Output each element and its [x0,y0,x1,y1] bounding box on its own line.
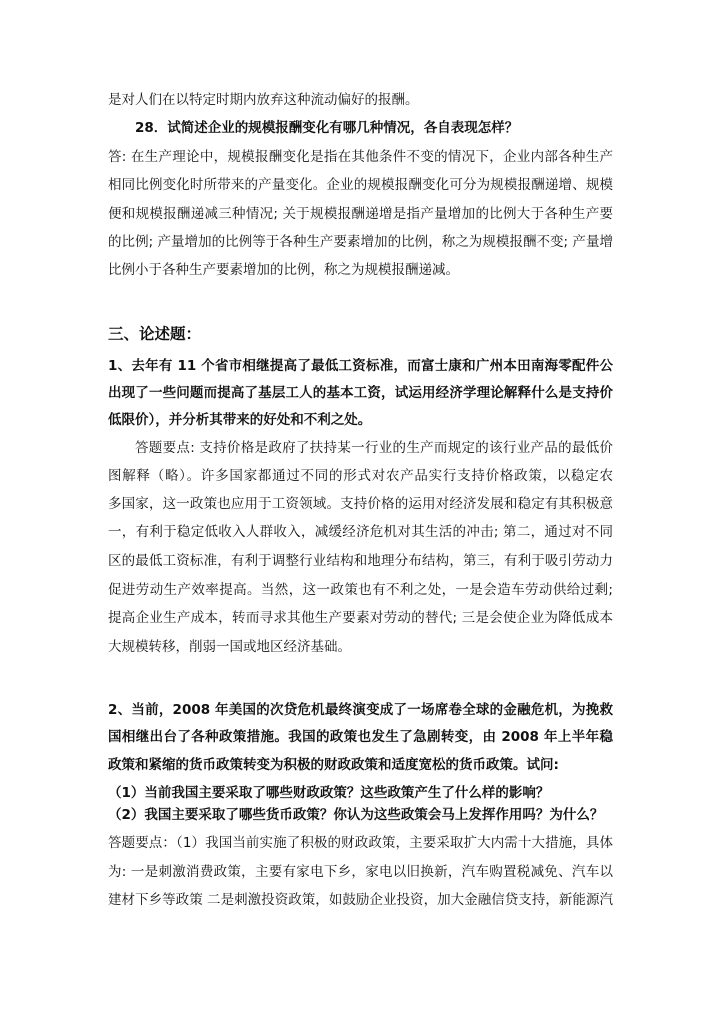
question-1-line: 1、去年有 11 个省市相继提高了最低工资标准，而富士康和广州本田南海零配件公 [108,358,613,374]
answer-2-line: 为: 一是刺激消费政策，主要有家电下乡，家电以旧换新，汽车购置税减免、汽车以 [108,864,613,880]
answer-1-line: 一，有利于稳定低收入人群收入，减缓经济危机对其生活的冲击; 第二，通过对不同 [108,524,613,540]
question-2-line: 2、当前，2008 年美国的次贷危机最终演变成了一场席卷全球的金融危机，为挽救 [108,702,613,718]
question-1-line: 低限价），并分析其带来的好处和不利之处。 [108,412,372,428]
answer-1-line: 图解释（略）。许多国家都通过不同的形式对农产品实行支持价格政策，以稳定农 [108,468,613,484]
answer-line: 的比例; 产量增加的比例等于各种生产要素增加的比例，称之为规模报酬不变; 产量增 [108,234,613,250]
question-1-line: 出现了一些问题而提高了基层工人的基本工资，试运用经济学理论解释什么是支持价 [108,385,613,401]
section-heading: 三、论述题： [108,325,202,343]
answer-line: 比例小于各种生产要素增加的比例，称之为规模报酬递减。 [108,262,459,278]
answer-2-line: 答题要点：（1）我国当前实施了积极的财政政策，主要采取扩大内需十大措施，具体 [108,835,613,851]
answer-line: 答: 在生产理论中，规模报酬变化是指在其他条件不变的情况下，企业内部各种生产 [108,149,613,165]
question-2-line: 国相继出台了各种政策措施。我国的政策也发生了急剧转变，由 2008 年上半年稳 [108,729,613,745]
answer-1-line: 提高企业生产成本，转而寻求其他生产要素对劳动的替代; 三是会使企业为降低成本 [108,610,613,626]
text-line: 是对人们在以特定时期内放弃这种流动偏好的报酬。 [108,92,419,108]
question-2-line: 政策和紧缩的货币政策转变为积极的财政政策和适度宽松的货币政策。试问: [108,757,559,773]
answer-1-line: 多国家，这一政策也应用于工资领域。支持价格的运用对经济发展和稳定有其积极意 [108,496,613,512]
question-28-title: 28．试简述企业的规模报酬变化有哪几种情况，各自表现怎样？ [135,120,519,136]
answer-1-line: 大规模转移，削弱一国或地区经济基础。 [108,639,351,655]
answer-1-line: 促进劳动生产效率提高。当然，这一政策也有不利之处，一是会造车劳动供给过剩; [108,582,613,598]
answer-line: 便和规模报酬递减三种情况; 关于规模报酬递增是指产量增加的比例大于各种生产要 [108,206,613,222]
answer-1-line: 答题要点: 支持价格是政府了扶持某一行业的生产而规定的该行业产品的最低价 [135,440,613,456]
answer-line: 相同比例变化时所带来的产量变化。企业的规模报酬变化可分为规模报酬递增、规模 [108,177,613,193]
sub-question-2: （2）我国主要采取了哪些货币政策？你认为这些政策会马上发挥作用吗？为什么？ [108,807,604,823]
sub-question-1: （1）当前我国主要采取了哪些财政政策？这些政策产生了什么样的影响？ [108,785,550,801]
answer-1-line: 区的最低工资标准，有利于调整行业结构和地理分布结构，第三，有利于吸引劳动力 [108,553,613,569]
answer-2-line: 建材下乡等政策 二是刺激投资政策，如鼓励企业投资，加大金融信贷支持，新能源汽 [108,892,613,908]
